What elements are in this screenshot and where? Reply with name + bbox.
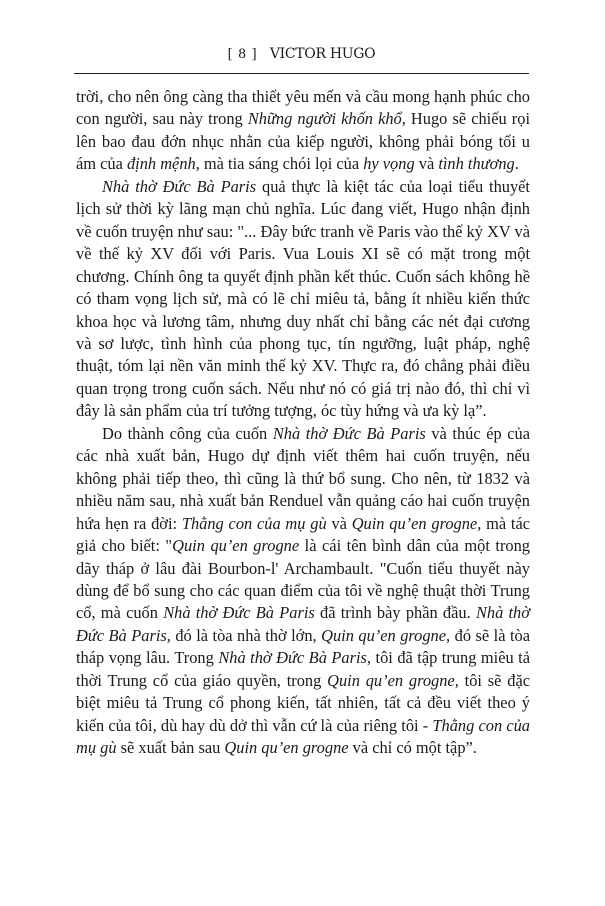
body-text-run: là cái tên bình dân của một trong dãy tháp ở lâu đài Bourbon-l' Archambault. "Cuốn tiểu thuyết này dùng để bổ sung cho các quan điểm của tôi về nghệ thuật thời Trung cổ, mà cuốn [76,536,531,623]
italic-title-text: Quin qu’en grogne, [321,625,451,645]
body-text-run: đó là tòa nhà thờ lớn, [170,625,322,645]
italic-title-text: hy vọng [363,154,415,174]
running-header [74,46,529,63]
body-text-run: quả thực là kiệt tác của loại tiểu thuyết lịch sử thời kỳ lãng mạn chủ nghĩa. Lúc đang viết, Hugo nhận định về cuốn truyện như sau: "... Đây bức tranh về Paris vào thế kỷ XV và về thế kỷ XV đối với Paris. Vua Louis XI sẽ có mặt trong một chương. Chính ông ta quyết định phần kết thúc. Cuốn sách không hề có tham vọng lịch sử, mà có lẽ chỉ miêu tả, bằng ít nhiều kiến thức khoa học và lương tâm, nhưng duy nhất chỉ bằng các nét đại cương và sơ lược, tình hình của phong tục, tín ngưỡng, luật pháp, nghệ thuật, tóm lại nền văn minh thế kỷ XV. Thực ra, đó chẳng phải điều quan trọng trong cuốn sách. Nếu như nó có giá trị nào đó, thì chỉ vì đây là sản phẩm của trí tưởng tượng, óc tùy hứng và ưa kỳ lạ”. [76,176,530,421]
body-text-run: và [326,513,352,533]
italic-title-text: tình thương [438,154,515,174]
body-text-run: trời, cho nên ông càng tha thiết yêu mến và cầu mong hạnh phúc cho con người, sau này trong [76,87,530,129]
body-text-run: đã trình bày phần đầu. [314,603,476,623]
body-text-run: và thúc ép của các nhà xuất bản, Hugo dự định viết thêm hai cuốn truyện, nếu không phải tiếp theo, thì cũng là thứ bổ sung. Cho nên, từ 1832 và nhiều năm sau, nhà xuất bản Renduel vẫn quảng cáo hai cuốn truyện hứa hẹn ra đời: [76,423,530,533]
italic-title-text: Quin qu’en grogne [172,536,300,556]
italic-title-text: Quin qu’en grogne [224,738,349,758]
body-text-run: tôi sẽ đặc biệt miêu tả Trung cổ phong kiến, tất nhiên, tất cả đều viết theo ý kiến của tôi, dù hay dù dở thì vẫn cứ là của riêng tôi - [76,670,530,735]
body-text-run: Do thành công của cuốn [102,423,273,443]
body-text-run: đó sẽ là tòa tháp vọng lâu. Trong [76,625,530,668]
italic-title-text: Những người khốn khổ, [247,109,406,129]
italic-title-text: Thằng con của mụ gù [181,513,327,533]
running-title: VICTOR HUGO [269,46,376,62]
body-text-run: và [414,154,439,174]
body-text-run: sẽ xuất bản sau [116,738,225,758]
body-text-run: tôi đã tập trung miêu tả thời Trung cổ của giáo quyền, trong [76,648,531,690]
italic-title-text: định mệnh, [126,154,200,174]
body-text-run: . [514,154,519,174]
italic-title-text: Nhà thờ Đức Bà Paris, [76,603,530,645]
italic-title-text: Nhà thờ Đức Bà Paris [102,176,257,196]
italic-title-text: Nhà thờ Đức Bà Paris, [218,648,372,668]
paragraph [76,176,530,423]
page-body [76,86,530,760]
paragraph [76,423,530,760]
header-rule [74,73,529,74]
paragraph [76,86,530,176]
body-text-run: mà tác giả cho biết: " [76,513,530,556]
italic-title-text: Nhà thờ Đức Bà Paris [163,603,315,623]
italic-title-text: Quin qu’en grogne, [327,670,459,690]
italic-title-text: Quin qu’en grogne, [351,513,482,533]
page-number: [ 8 ] [227,46,258,62]
body-text-run: mà tia sáng chói lọi của [199,154,364,174]
body-text-run: Hugo sẽ chiếu rọi lên bao đau đớn nhục nhằn của kiếp người, không phải bóng tối u ám của [76,109,530,174]
italic-title-text: Thằng con của mụ gù [76,715,530,758]
body-text-run: và chỉ có một tập”. [348,738,477,758]
italic-title-text: Nhà thờ Đức Bà Paris [272,423,426,443]
